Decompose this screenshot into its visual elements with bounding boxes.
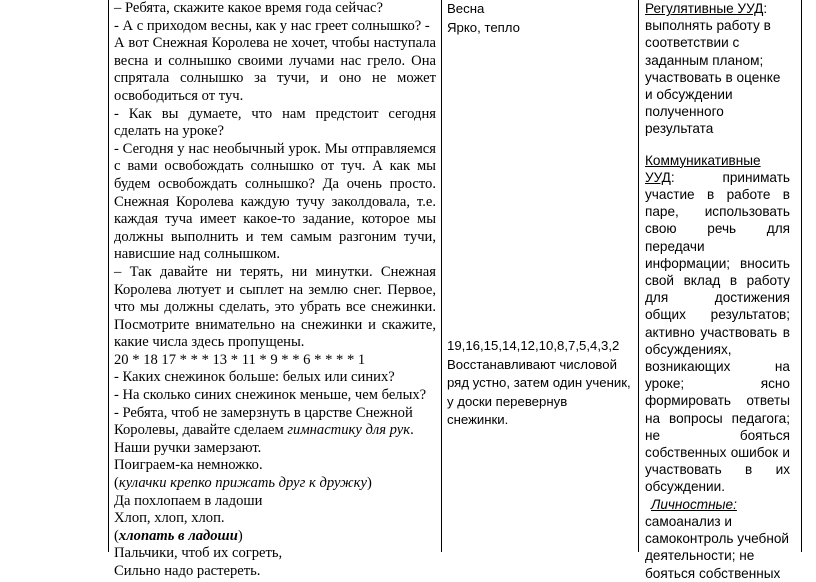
instruction-text: хлопать в ладоши [118, 527, 238, 544]
communicative-block [645, 152, 790, 496]
communicative-title: Коммуникативные УУД [645, 152, 761, 185]
table-border-left [108, 0, 109, 552]
communicative-colon: : [670, 169, 675, 185]
text-line: - На сколько синих снежинок меньше, чем белых? [114, 387, 427, 404]
text-paragraph: - Сегодня у нас необычный урок. Мы отправляемся с вами освобождать солнышко от туч. А как мы будем освобождать солнышко? Да очень просто. Снежная Королева каждую тучу заколдовала, т.е. каждая туча имеет какое-то задание, которое мы должны выполнить и тем самым разгоним тучи, нависшие над солнышком. [114, 140, 436, 263]
regulative-heading [645, 0, 790, 17]
personal-title: Личностные: [651, 496, 737, 512]
communicative-first-word: принимать [722, 169, 790, 185]
table-border-right [638, 0, 639, 552]
personal-heading [645, 496, 790, 513]
instruction-text: кулачки крепко прижать друг к дружку [118, 475, 367, 492]
text-line: - Каких снежинок больше: белых или синих? [114, 369, 395, 386]
regulative-colon: : [763, 1, 768, 16]
table-border-outer [801, 0, 802, 552]
instruction-line: (кулачки крепко прижать друг к дружку) [114, 475, 372, 492]
regulative-title: Регулятивные УУД [645, 1, 764, 16]
answer-season: Весна [447, 1, 485, 16]
text-paragraph: – Так давайте ни терять, ни минутки. Снежная Королева лютует и сыплет на землю снег. Первое, что мы должны сделать, это убрать все снежинки. Посмотрите внимательно на снежинки и скажите, какие числа здесь пропущены. [114, 263, 436, 351]
answer-numbers: 19,16,15,14,12,10,8,7,5,4,3,2 [447, 338, 620, 353]
teacher-activity-column [114, 0, 436, 581]
number-sequence: 20 * 18 17 * * * 13 * 11 * 9 * * 6 * * * * 1 [114, 351, 366, 368]
text-line: Пальчики, чтоб их согреть, [114, 545, 283, 562]
student-activity-column [447, 0, 631, 430]
personal-text: самоанализ и самоконтроль учебной деятельности; не бояться собственных [645, 513, 790, 581]
text-paragraph: А вот Снежная Королева не хочет, чтобы наступала весна и солнышко своими лучами нас грело. Она спрятала солнышко за тучи, и оно не может освободиться от туч. [114, 35, 436, 104]
instruction-line: (хлопать в ладоши) [114, 527, 243, 544]
text-line: Да похлопаем в ладоши [114, 492, 263, 509]
text-line: Наши ручки замерзают. [114, 439, 262, 456]
text-line: Хлоп, хлоп, хлоп. [114, 510, 225, 527]
table-border-middle [441, 0, 442, 552]
outcomes-column [645, 0, 790, 582]
communicative-text: участие в работе в паре, использовать свою речь для передачи информации; вносить свой вклад в работу для достижения общих результатов; активно участвовать в обсуждениях, возникающих на уроке; ясно формировать ответы на вопросы педагога; не бояться собственных ошибок и участвовать в их обсуждении. [645, 187, 790, 495]
text-line: Поиграем-ка немножко. [114, 457, 263, 474]
answer-sun: Ярко, тепло [447, 19, 520, 35]
text-paragraph: - Как вы думаете, что нам предстоит сегодня сделать на уроке? [114, 105, 436, 140]
gymnastics-intro: - Ребята, чтоб не замерзнуть в царстве Снежной Королевы, давайте сделаем [114, 404, 413, 439]
regulative-text: выполнять работу в соответствии с заданным планом; участвовать в оценке и обсуждении полученного результата [645, 18, 781, 137]
gymnastics-title: гимнастику для рук [287, 422, 411, 439]
text-line: - А с приходом весны, как у нас греет солнышко? - [114, 17, 430, 34]
text-paragraph: - Ребята, чтоб не замерзнуть в царстве Снежной Королевы, давайте сделаем гимнастику для рук. [114, 404, 414, 439]
answer-description: Восстанавливают числовой ряд устно, затем один ученик, у доски перевернув снежинки. [447, 356, 631, 427]
text-line: – Ребята, скажите какое время года сейчас? [114, 0, 383, 16]
text-line: Сильно надо растереть. [114, 563, 261, 579]
